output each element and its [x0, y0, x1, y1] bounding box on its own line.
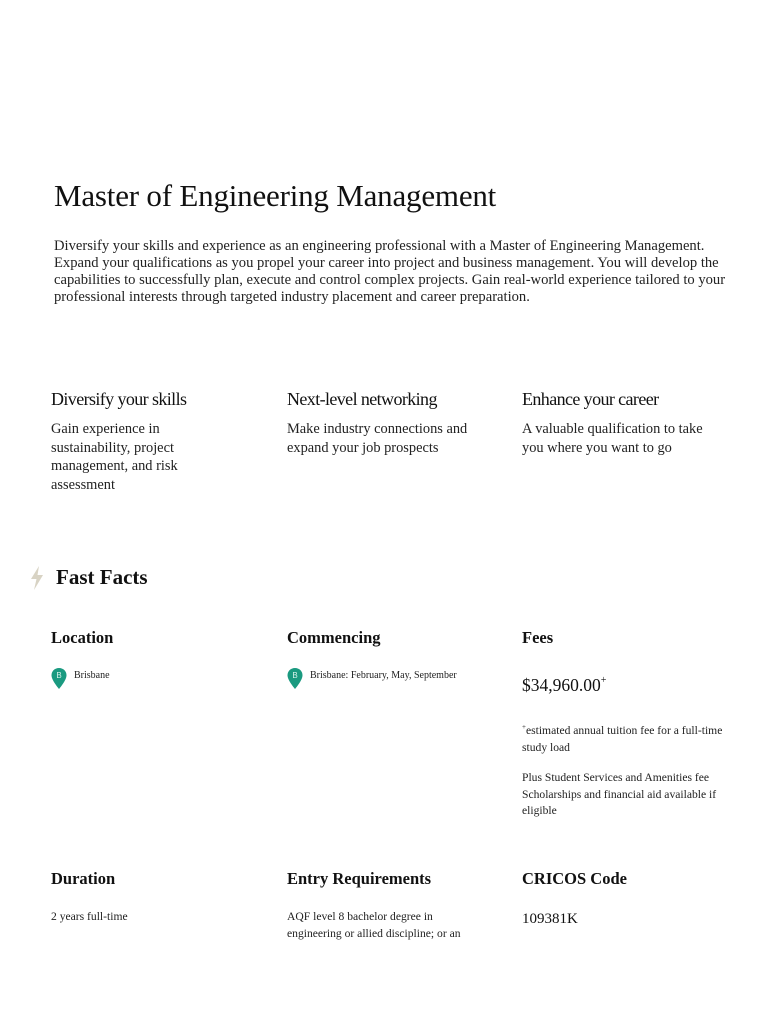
fee-note: [522, 719, 727, 756]
fee-note-text: estimated annual tuition fee for a full-time study load: [522, 724, 723, 754]
intro-paragraph: Diversify your skills and experience as an engineering professional with a Master of Engineering Management. Expand your qualifications as you propel your career into project and business management. You will develop the capabilities to successfully plan, execute and control complex projects. Gain real-world experience tailored to your professional interests through targeted industry placement and career preparation.: [54, 238, 726, 305]
cricos-heading: CRICOS Code: [522, 869, 627, 888]
fee-amount-value: $34,960.00: [522, 675, 601, 695]
cricos-value: 109381K: [522, 911, 578, 927]
feature-text-networking: Make industry connections and expand your job prospects: [287, 421, 468, 456]
fast-facts-title: Fast Facts: [56, 565, 148, 589]
fee-note-marker: +: [522, 723, 526, 731]
amenities-fee-text: Plus Student Services and Amenities fee: [522, 771, 710, 784]
feature-heading-career: Enhance your career: [522, 389, 659, 409]
map-pin-icon: [51, 668, 67, 690]
feature-heading-networking: Next-level networking: [287, 389, 437, 409]
feature-heading-skills: Diversify your skills: [51, 389, 187, 409]
scholarships-text: Scholarships and financial aid available if eligible: [522, 787, 717, 817]
duration-heading: Duration: [51, 869, 116, 888]
pin-letter: B: [292, 671, 298, 680]
pin-letter: B: [56, 671, 62, 680]
entry-requirements-heading: Entry Requirements: [287, 869, 432, 888]
page-title: Master of Engineering Management: [54, 178, 497, 213]
commencing-heading: Commencing: [287, 628, 381, 647]
feature-text-career: A valuable qualification to take you where you want to go: [522, 421, 703, 456]
entry-requirements-value: AQF level 8 bachelor degree in engineering or allied discipline; or an: [287, 910, 461, 940]
fees-heading: Fees: [522, 628, 554, 647]
location-value: Brisbane: [74, 670, 110, 681]
fee-extra: [522, 770, 722, 820]
fee-amount: [522, 675, 737, 696]
feature-text-skills: Gain experience in sustainability, project management, and risk assessment: [51, 421, 178, 493]
duration-value: 2 years full-time: [51, 910, 128, 923]
map-pin-icon: [287, 668, 303, 690]
commencing-value: Brisbane: February, May, September: [310, 670, 457, 681]
commencing-item: [287, 668, 502, 690]
location-item: [51, 668, 266, 690]
location-heading: Location: [51, 628, 114, 647]
fee-marker: +: [600, 675, 607, 686]
lightning-bolt-icon: [29, 566, 45, 590]
